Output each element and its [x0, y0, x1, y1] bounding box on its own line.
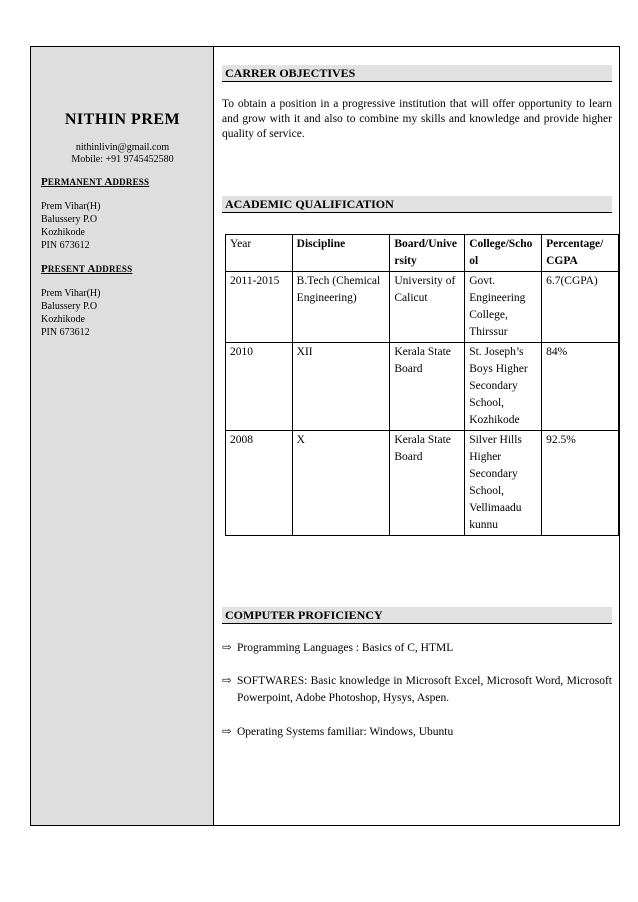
- career-objectives-heading: CARRER OBJECTIVES: [222, 65, 612, 82]
- column-header: College/School: [465, 235, 542, 272]
- table-cell: 2011-2015: [226, 272, 293, 343]
- arrow-right-icon: ⇨: [222, 642, 232, 654]
- candidate-name: NITHIN PREM: [64, 111, 181, 128]
- address-line: Balussery P.O: [41, 214, 98, 225]
- proficiency-item: [222, 724, 612, 741]
- address-line: Prem Vihar(H): [41, 201, 101, 212]
- sidebar: [31, 47, 214, 825]
- table-cell: 6.7(CGPA): [542, 272, 619, 343]
- table-cell: X: [292, 431, 390, 536]
- proficiency-item: [222, 640, 612, 657]
- column-header: Discipline: [292, 235, 390, 272]
- permanent-address: [41, 200, 100, 252]
- resume-page: [30, 46, 620, 826]
- computer-proficiency-heading: COMPUTER PROFICIENCY: [222, 607, 612, 624]
- main-content: [222, 47, 612, 825]
- email: nithinlivin@gmail.com: [75, 142, 170, 153]
- heading-initial: P: [41, 176, 48, 188]
- academic-qualification-heading: ACADEMIC QUALIFICATION: [222, 196, 612, 213]
- present-address: [41, 287, 100, 339]
- table-header-row: [226, 235, 619, 272]
- heading-rest: ERMANENT: [47, 177, 105, 187]
- column-header: Percentage/ CGPA: [542, 235, 619, 272]
- table-cell: XII: [292, 343, 390, 431]
- heading-rest: RESENT: [47, 264, 88, 274]
- address-line: Balussery P.O: [41, 301, 98, 312]
- address-line: Kozhikode: [41, 314, 85, 325]
- table-row: [226, 343, 619, 431]
- table-cell: Silver Hills Higher Secondary School, Vellimaadu kunnu: [465, 431, 542, 536]
- academic-table: [225, 234, 619, 536]
- permanent-address-heading: [41, 176, 149, 188]
- table-cell: B.Tech (Chemical Engineering): [292, 272, 390, 343]
- address-line: PIN 673612: [41, 327, 90, 338]
- arrow-right-icon: ⇨: [222, 726, 232, 738]
- table-cell: St. Joseph’s Boys Higher Secondary School, Kozhikode: [465, 343, 542, 431]
- heading-initial: P: [41, 263, 48, 275]
- heading-rest: DDRESS: [112, 177, 150, 187]
- proficiency-text: Programming Languages : Basics of C, HTML: [237, 642, 454, 654]
- table-cell: Govt. Engineering College, Thirssur: [465, 272, 542, 343]
- career-objectives-text: To obtain a position in a progressive institution that will offer opportunity to learn and grow with it and also to combine my skills and knowledge and provide higher quality of service.: [222, 98, 612, 140]
- address-line: Kozhikode: [41, 227, 85, 238]
- mobile: Mobile: +91 9745452580: [71, 154, 174, 165]
- column-header: Year: [226, 235, 293, 272]
- table-row: [226, 272, 619, 343]
- table-cell: 84%: [542, 343, 619, 431]
- heading-initial: A: [104, 176, 113, 188]
- table-cell: 92.5%: [542, 431, 619, 536]
- table-cell: Kerala State Board: [390, 343, 465, 431]
- address-line: PIN 673612: [41, 240, 90, 251]
- table-cell: Kerala State Board: [390, 431, 465, 536]
- proficiency-text: SOFTWARES: Basic knowledge in Microsoft Excel, Microsoft Word, Microsoft Powerpoint, Adobe Photoshop, Hysys, Aspen.: [237, 675, 612, 704]
- proficiency-text: Operating Systems familiar: Windows, Ubuntu: [237, 726, 454, 738]
- table-cell: 2010: [226, 343, 293, 431]
- present-address-heading: [41, 263, 132, 275]
- arrow-right-icon: ⇨: [222, 675, 232, 687]
- heading-initial: A: [87, 263, 96, 275]
- proficiency-item: [222, 673, 612, 707]
- address-line: Prem Vihar(H): [41, 288, 101, 299]
- table-row: [226, 431, 619, 536]
- heading-rest: DDRESS: [95, 264, 133, 274]
- column-header: Board/University: [390, 235, 465, 272]
- table-cell: University of Calicut: [390, 272, 465, 343]
- table-cell: 2008: [226, 431, 293, 536]
